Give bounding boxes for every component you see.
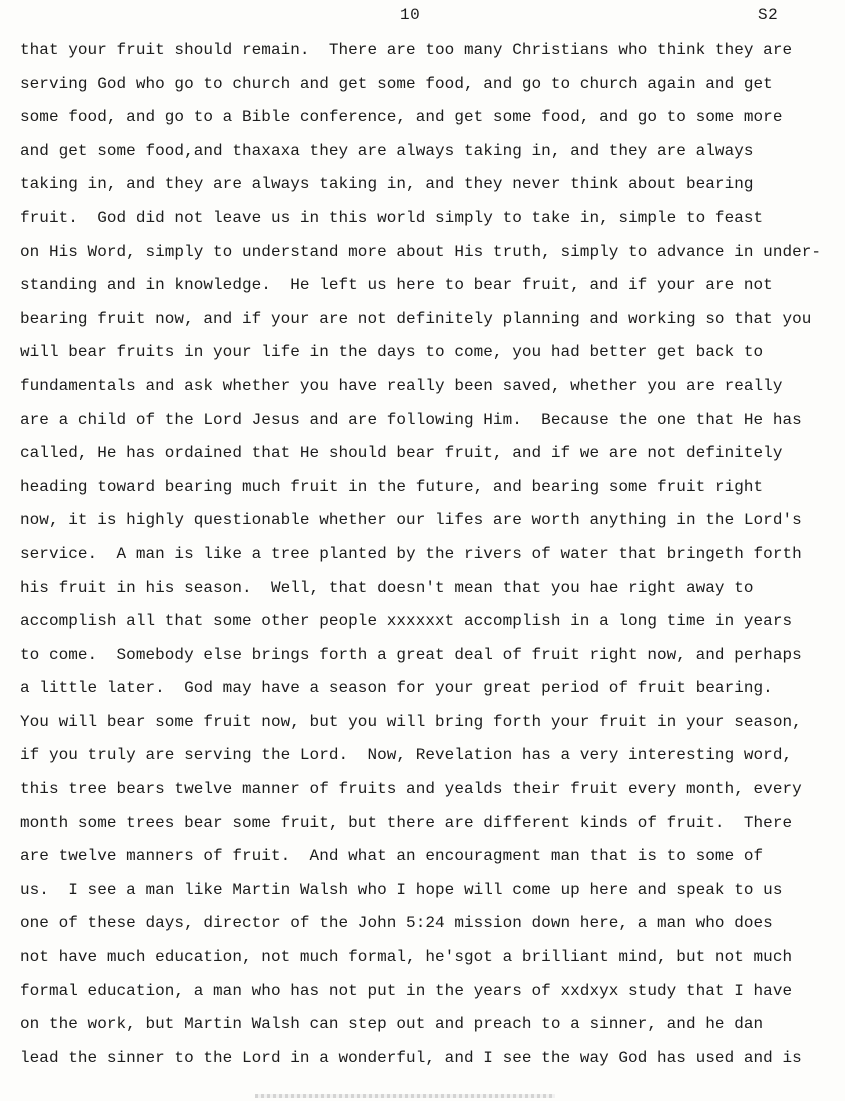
text-line: if you truly are serving the Lord. Now, Revelation has a very interesting word,: [20, 746, 793, 765]
text-line: month some trees bear some fruit, but there are different kinds of fruit. There: [20, 813, 793, 832]
text-line: lead the sinner to the Lord in a wonderful, and I see the way God has used and is: [20, 1048, 802, 1067]
text-line: on His Word, simply to understand more about His truth, simply to advance in under-: [20, 242, 822, 261]
text-line: to come. Somebody else brings forth a great deal of fruit right now, and perhaps: [20, 645, 802, 664]
text-line: serving God who go to church and get some food, and go to church again and get: [20, 74, 773, 93]
text-line: standing and in knowledge. He left us here to bear fruit, and if your are not: [20, 276, 773, 295]
text-line: his fruit in his season. Well, that doesn't mean that you hae right away to: [20, 578, 754, 597]
text-line: accomplish all that some other people xxxxxxt accomplish in a long time in years: [20, 612, 793, 631]
text-line: called, He has ordained that He should bear fruit, and if we are not definitely: [20, 444, 783, 463]
text-line: heading toward bearing much fruit in the future, and bearing some fruit right: [20, 477, 764, 496]
text-line: some food, and go to a Bible conference, and get some food, and go to some more: [20, 108, 783, 127]
text-line: will bear fruits in your life in the days to come, you had better get back to: [20, 343, 764, 362]
body-text: [20, 34, 842, 1075]
text-line: that your fruit should remain. There are too many Christians who think they are: [20, 41, 793, 59]
text-line: fundamentals and ask whether you have really been saved, whether you are really: [20, 376, 783, 395]
text-line: You will bear some fruit now, but you will bring forth your fruit in your season,: [20, 712, 802, 731]
text-line: now, it is highly questionable whether our lifes are worth anything in the Lord's: [20, 511, 802, 530]
text-line: and get some food,and thaxaxa they are always taking in, and they are always: [20, 141, 754, 160]
text-line: one of these days, director of the John 5:24 mission down here, a man who does: [20, 914, 773, 933]
text-line: formal education, a man who has not put in the years of xxdxyx study that I have: [20, 981, 793, 1000]
text-line: fruit. God did not leave us in this world simply to take in, simple to feast: [20, 208, 764, 227]
text-line: this tree bears twelve manner of fruits and yealds their fruit every month, every: [20, 780, 802, 799]
page-code: S2: [758, 6, 779, 24]
text-line: not have much education, not much formal, he'sgot a brilliant mind, but not much: [20, 948, 793, 967]
text-line: are a child of the Lord Jesus and are following Him. Because the one that He has: [20, 410, 802, 429]
text-line: bearing fruit now, and if your are not definitely planning and working so that you: [20, 309, 812, 328]
page-number: 10: [400, 6, 421, 24]
text-line: service. A man is like a tree planted by the rivers of water that bringeth forth: [20, 544, 802, 563]
text-line: are twelve manners of fruit. And what an encouragment man that is to some of: [20, 847, 764, 866]
text-line: on the work, but Martin Walsh can step out and preach to a sinner, and he dan: [20, 1015, 764, 1034]
text-line: taking in, and they are always taking in, and they never think about bearing: [20, 175, 754, 194]
text-line: a little later. God may have a season for your great period of fruit bearing.: [20, 679, 773, 698]
scan-artifact: [255, 1094, 555, 1098]
text-line: us. I see a man like Martin Walsh who I hope will come up here and speak to us: [20, 880, 783, 899]
